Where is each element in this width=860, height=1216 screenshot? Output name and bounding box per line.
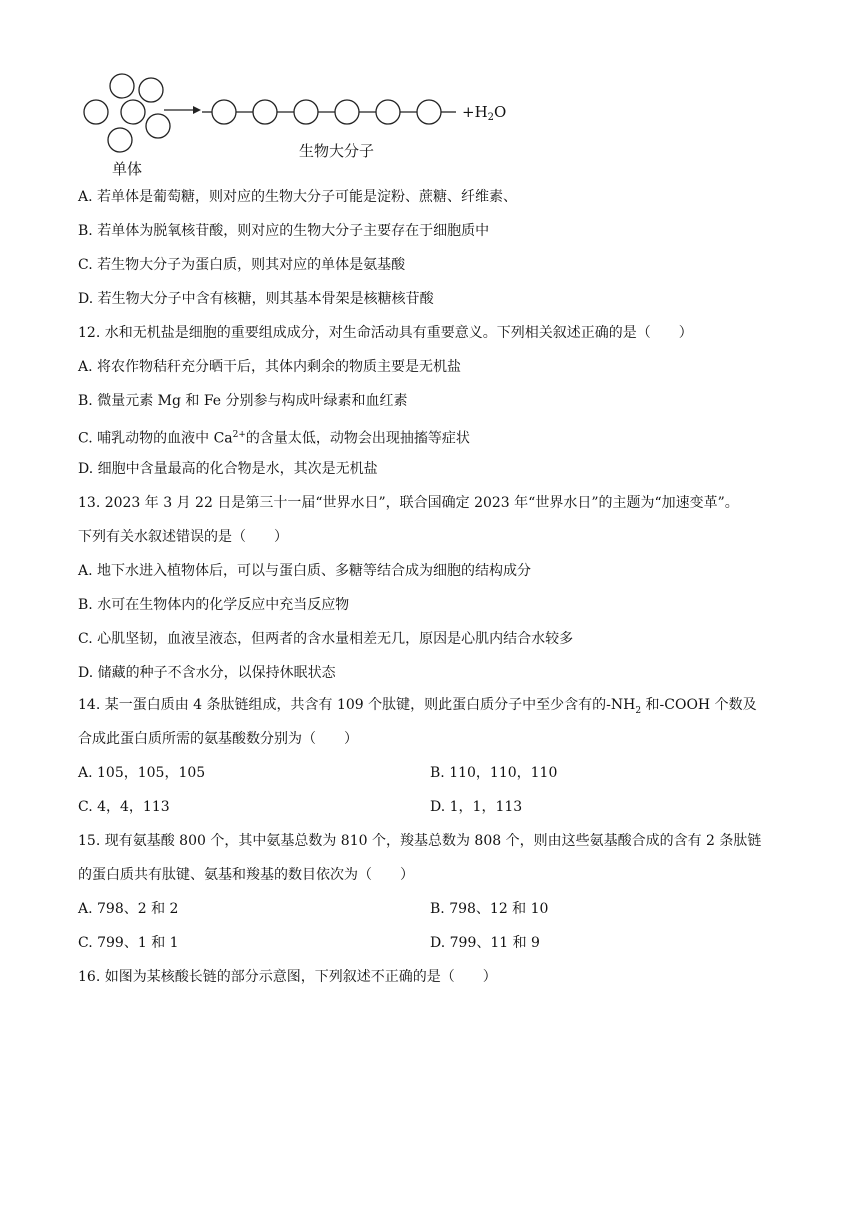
q15-option-a: A. 798、2 和 2 (78, 901, 179, 917)
q13-option-d: D. 储藏的种子不含水分，以保持休眠状态 (78, 665, 336, 681)
q11-option-a: A. 若单体是葡萄糖，则对应的生物大分子可能是淀粉、蔗糖、纤维素、 (78, 189, 518, 205)
monomer-circle (146, 114, 170, 138)
q12-option-a: A. 将农作物秸秆充分晒干后，其体内剩余的物质主要是无机盐 (78, 359, 462, 375)
q13-option-a: A. 地下水进入植物体后，可以与蛋白质、多糖等结合成为细胞的结构成分 (78, 563, 532, 579)
monomer-circle (139, 78, 163, 102)
macromolecule-label: 生物大分子 (299, 142, 375, 160)
q15-stem-line1: 15. 现有氨基酸 800 个，其中氨基总数为 810 个，羧基总数为 808 个，则由这些氨基酸合成的含有 2 条肽链 (78, 833, 762, 849)
q13-option-c: C. 心肌坚韧，血液呈液态，但两者的含水量相差无几，原因是心肌内结合水较多 (78, 631, 574, 647)
q11-option-c: C. 若生物大分子为蛋白质，则其对应的单体是氨基酸 (78, 257, 406, 273)
q12-stem: 12. 水和无机盐是细胞的重要组成成分，对生命活动具有重要意义。下列相关叙述正确的是（ ） (78, 325, 693, 341)
q14-option-b: B. 110，110，110 (430, 765, 558, 781)
q13-option-b: B. 水可在生物体内的化学反应中充当反应物 (78, 597, 350, 613)
q14-stem-line2: 合成此蛋白质所需的氨基酸数分别为（ ） (78, 731, 358, 747)
polymer-chain (202, 100, 456, 124)
monomer-circle (108, 128, 132, 152)
monomer-circle (121, 100, 145, 124)
monomer-circle (110, 74, 134, 98)
q12-option-c: C. 哺乳动物的血液中 $Ca^{2+}$的含量太低，动物会出现抽搐等症状 (78, 430, 470, 447)
q14-stem-line1: 14. 某一蛋白质由 4 条肽链组成，共含有 109 个肽键，则此蛋白质分子中至少含有的$-NH_2$ 和-COOH 个数及 (78, 697, 757, 716)
q16-stem: 16. 如图为某核酸长链的部分示意图，下列叙述不正确的是（ ） (78, 969, 497, 985)
q15-option-b: B. 798、12 和 10 (430, 901, 549, 917)
q14-option-c: C. 4，4，113 (78, 799, 170, 815)
monomer-polymer-diagram (78, 70, 538, 180)
q14-option-a: A. 105，105，105 (78, 765, 206, 781)
q14-option-d: D. 1，1，113 (430, 799, 523, 815)
reaction-arrow (164, 106, 201, 114)
monomer-circle (84, 100, 108, 124)
q15-stem-line2: 的蛋白质共有肽键、氨基和羧基的数目依次为（ ） (78, 867, 414, 883)
q12-option-b: B. 微量元素 Mg 和 Fe 分别参与构成叶绿素和血红素 (78, 393, 408, 409)
q11-option-b: B. 若单体为脱氧核苷酸，则对应的生物大分子主要存在于细胞质中 (78, 223, 490, 239)
q15-option-d: D. 799、11 和 9 (430, 935, 540, 951)
q13-stem-line2: 下列有关水叙述错误的是（ ） (78, 529, 288, 545)
water-label: $+H_2O$ (462, 103, 507, 123)
q11-option-d: D. 若生物大分子中含有核糖，则其基本骨架是核糖核苷酸 (78, 291, 434, 307)
q15-option-c: C. 799、1 和 1 (78, 935, 179, 951)
monomer-label: 单体 (112, 160, 143, 178)
q12-option-d: D. 细胞中含量最高的化合物是水，其次是无机盐 (78, 461, 378, 477)
q13-stem-line1: 13. 2023 年 3 月 22 日是第三十一届“世界水日”，联合国确定 2023 年“世界水日”的主题为“加速变革”。 (78, 495, 739, 511)
